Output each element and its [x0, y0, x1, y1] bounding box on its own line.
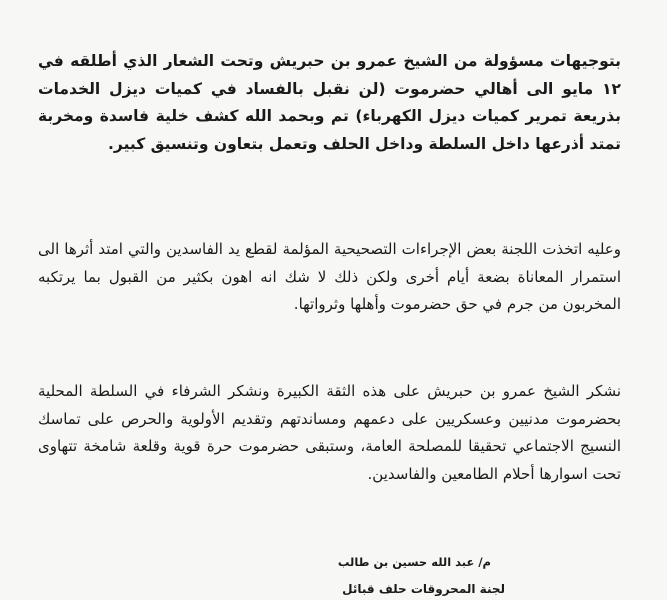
signatory-name: م/ عبد الله حسين بن طالب [337, 555, 491, 569]
paragraph-3: نشكر الشيخ عمرو بن حبريش على هذه الثقة الكبيرة ونشكر الشرفاء في السلطة المحلية بحضرموت مدنيين وعسكريين على دعمهم ومساندتهم وتقديم الأولوية والحرص على تماسك النسيج الاجتماعي تحقيقا للمصلحة العامة، وستبقى حضرموت حرة قوية وقلعة شامخة تتهاوى تحت اسوارها أحلام الطامعين والفاسدين. [38, 382, 621, 483]
paragraph-2: وعليه اتخذت اللجنة بعض الإجراءات التصحيحية المؤلمة لقطع يد الفاسدين والتي امتد أثرها الى استمرار المعاناة بضعة أيام أخرى ولكن ذلك لا شك انه اهون بكثير من القبول بما يرتكبه المخربون من جرم في حق حضرموت وأهلها وثرواتها. [38, 240, 621, 313]
signatory-committee: لجنة المحروقات حلف قبائل [342, 582, 505, 596]
paragraph-1: بتوجيهات مسؤولة من الشيخ عمرو بن حبريش وتحت الشعار الذي أطلقه في ١٢ مايو الى أهالي حضرموت (لن نقبل بالفساد في كميات ديزل الخدمات بذريعة تمرير كميات ديزل الكهرباء) تم وبحمد الله كشف خلية فاسدة ومخربة تمتد أذرعها داخل السلطة وداخل الحلف وتعمل بتعاون وتنسيق كبير. [38, 52, 621, 153]
